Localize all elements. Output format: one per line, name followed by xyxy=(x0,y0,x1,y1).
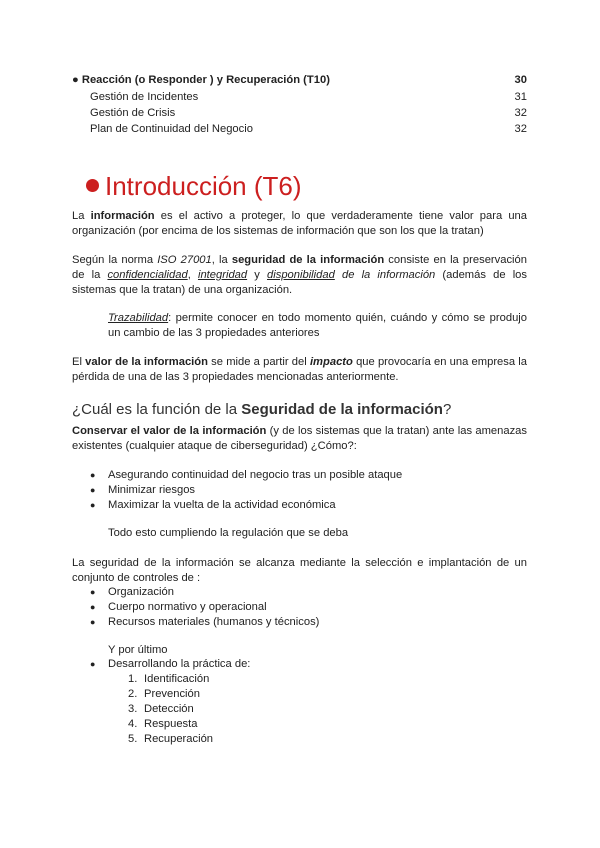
text-italic: ISO 27001 xyxy=(157,254,212,266)
text-bold: Seguridad de la información xyxy=(241,401,443,418)
list-number: 2. xyxy=(128,688,138,700)
toc-entry[interactable] xyxy=(72,73,527,88)
list-item-text: Recursos materiales (humanos y técnicos) xyxy=(108,616,320,628)
bullet-icon: ● xyxy=(90,485,96,495)
list-item xyxy=(90,483,402,498)
toc-label: Gestión de Crisis xyxy=(90,107,176,119)
list-item-text: Asegurando continuidad del negocio tras un posible ataque xyxy=(108,469,403,481)
text-bold: valor de la información xyxy=(85,356,208,368)
list-item xyxy=(128,717,213,732)
bullet-list xyxy=(90,657,250,672)
bullet-list xyxy=(90,585,319,630)
paragraph xyxy=(72,424,527,454)
toc-label: Gestión de Incidentes xyxy=(90,91,199,103)
list-item xyxy=(90,615,319,630)
note-text: Todo esto cumpliendo la regulación que se deba xyxy=(108,527,349,539)
subheading xyxy=(72,400,451,420)
list-item xyxy=(128,672,213,687)
paragraph xyxy=(72,355,527,385)
text: que provocaría en una empresa la pérdida de una de las 3 propiedades mencionadas anteriormente. xyxy=(72,356,528,383)
heading-text: Introducción (T6) xyxy=(105,171,302,201)
text: se mide a partir del xyxy=(207,356,310,368)
numbered-list xyxy=(128,672,213,747)
list-item-text: Recuperación xyxy=(144,733,214,745)
toc-entry[interactable] xyxy=(72,122,527,137)
list-number: 4. xyxy=(128,718,138,730)
toc-page: 30 xyxy=(514,74,527,86)
text: , la xyxy=(211,254,232,266)
text: y xyxy=(247,269,268,281)
text: La xyxy=(72,210,91,222)
list-item xyxy=(90,600,319,615)
list-item-text: Desarrollando la práctica de: xyxy=(108,658,251,670)
text-bold-italic: impacto xyxy=(309,356,353,368)
list-item-text: Minimizar riesgos xyxy=(108,484,196,496)
list-item xyxy=(90,657,250,672)
bullet-icon: ● xyxy=(90,587,96,597)
paragraph xyxy=(72,253,527,298)
text: ¿Cuál es la función de la xyxy=(72,401,242,418)
text-italic-underline: disponibilidad xyxy=(267,269,335,281)
section-heading xyxy=(86,170,302,202)
toc-page: 31 xyxy=(514,91,527,103)
bullet-icon: ● xyxy=(90,500,96,510)
text: , xyxy=(187,269,198,281)
text: El xyxy=(72,356,86,368)
list-item xyxy=(128,732,213,747)
text: (además de los sistemas que la tratan) de una organización. xyxy=(72,269,527,296)
text: (y de los sistemas que la tratan) ante las amenazas existentes (cualquier ataque de ciberseguridad) ¿Cómo?: xyxy=(72,425,527,452)
toc-entry[interactable] xyxy=(72,106,527,121)
text-italic-underline: confidencialidad xyxy=(107,269,188,281)
text-italic-underline: integridad xyxy=(197,269,248,281)
text-italic: de la información xyxy=(334,269,436,281)
list-item xyxy=(128,702,213,717)
bullet-list xyxy=(90,468,402,513)
list-item xyxy=(90,585,319,600)
toc-page: 32 xyxy=(514,123,527,135)
list-item-text: Maximizar la vuelta de la actividad económica xyxy=(108,499,336,511)
toc-label: Plan de Continuidad del Negocio xyxy=(90,123,253,135)
bullet-icon: ● xyxy=(90,470,96,480)
list-item-text: Respuesta xyxy=(144,718,198,730)
list-item-text: Identificación xyxy=(144,673,210,685)
bullet-icon: ● xyxy=(90,659,96,669)
text-bold: seguridad de la información xyxy=(231,254,385,266)
bullet-icon: ● xyxy=(90,617,96,627)
paragraph xyxy=(108,311,527,341)
list-number: 5. xyxy=(128,733,138,745)
bullet-dot-icon xyxy=(86,179,99,192)
text: es el activo a proteger, lo que verdaderamente tiene valor para una organización (por encima de los sistemas de información que son los que la tratan) xyxy=(72,210,527,237)
bullet-icon: ● xyxy=(90,602,96,612)
text: : permite conocer en todo momento quién, cuándo y cómo se produjo un cambio de las 3 propiedades anteriores xyxy=(108,312,527,339)
toc-label: ● Reacción (o Responder ) y Recuperación (T10) xyxy=(72,74,330,86)
list-item-text: Prevención xyxy=(144,688,200,700)
note-text: Y por último xyxy=(108,644,168,656)
toc-entry[interactable] xyxy=(72,90,527,105)
text-bold: Conservar el valor de la información xyxy=(72,425,267,437)
text: consiste en la preservación de la xyxy=(72,254,527,281)
text-bold: información xyxy=(90,210,155,222)
list-item-text: Cuerpo normativo y operacional xyxy=(108,601,267,613)
toc-page: 32 xyxy=(514,107,527,119)
paragraph: La seguridad de la información se alcanza mediante la selección e implantación de un conjunto de controles de : xyxy=(72,557,527,584)
text: Según la norma xyxy=(72,254,158,266)
list-number: 1. xyxy=(128,673,138,685)
list-number: 3. xyxy=(128,703,138,715)
list-item xyxy=(90,498,402,513)
text-italic-underline: Trazabilidad xyxy=(108,312,169,324)
paragraph xyxy=(72,209,527,239)
list-item-text: Organización xyxy=(108,586,174,598)
list-item xyxy=(128,687,213,702)
list-item xyxy=(90,468,402,483)
list-item-text: Detección xyxy=(144,703,194,715)
text: ? xyxy=(442,401,452,418)
